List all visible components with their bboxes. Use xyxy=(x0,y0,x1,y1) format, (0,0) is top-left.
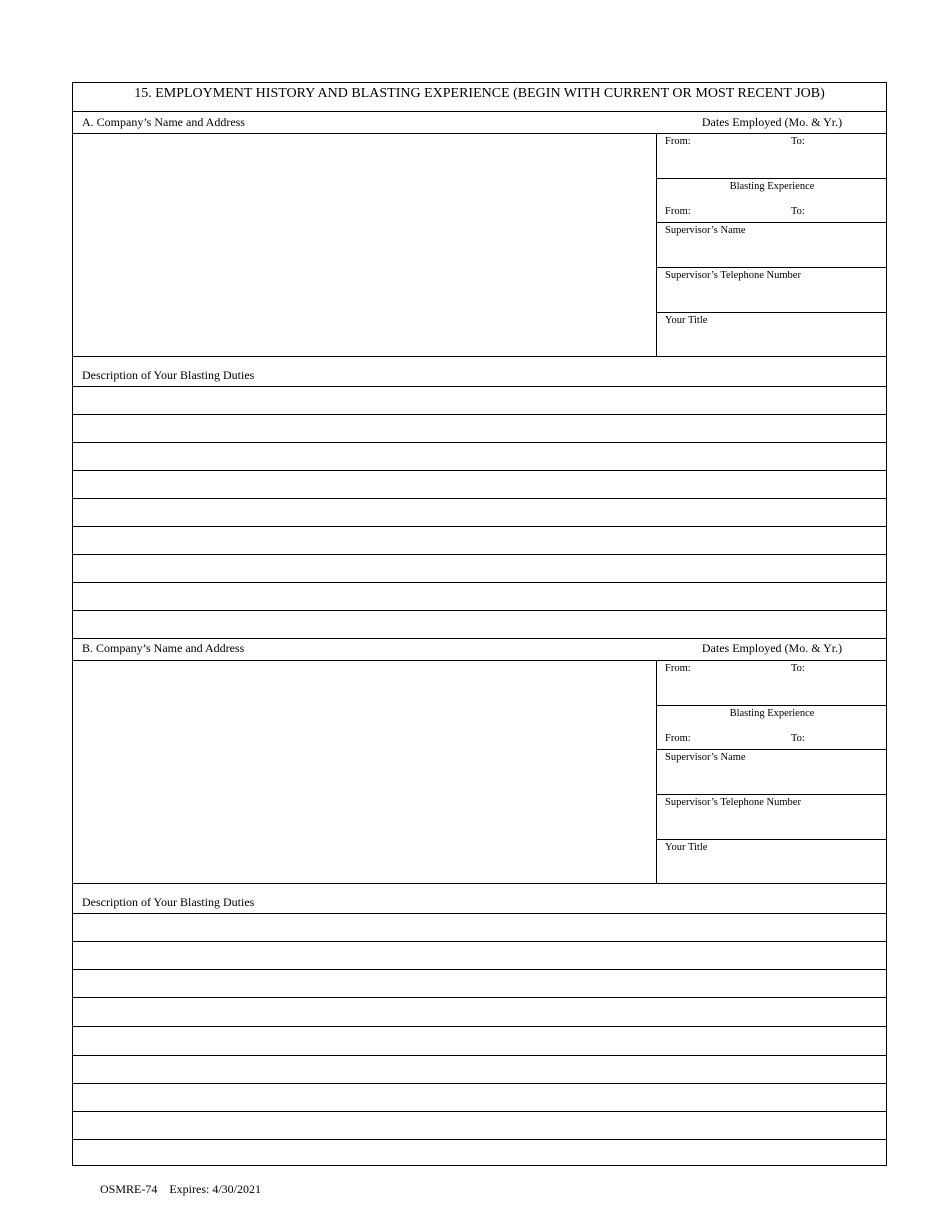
section-a-dates-employed-field[interactable] xyxy=(657,134,888,178)
divider xyxy=(73,111,886,112)
section-b-company-name-address-field[interactable] xyxy=(73,661,656,884)
form-footer xyxy=(100,1181,261,1197)
section-a-description-label: Description of Your Blasting Duties xyxy=(82,368,255,382)
section-b-dates-from-label: From: xyxy=(665,663,691,674)
section-b-description-line-7[interactable] xyxy=(73,1084,886,1111)
section-a-description-line-3[interactable] xyxy=(73,443,886,470)
section-a-company-name-address-field[interactable] xyxy=(73,134,656,357)
section-b-description-label: Description of Your Blasting Duties xyxy=(82,895,255,909)
section-a-description-line-7[interactable] xyxy=(73,555,886,582)
section-a-your-title-label: Your Title xyxy=(665,315,708,326)
section-a-blasting-to-label: To: xyxy=(791,206,805,217)
section-a-your-title-field[interactable] xyxy=(657,313,888,356)
section-b-dates-to-label: To: xyxy=(791,663,805,674)
section-b-supervisor-name-field[interactable] xyxy=(657,750,888,794)
section-b-blasting-experience-label: Blasting Experience xyxy=(729,708,815,719)
divider xyxy=(73,356,886,357)
section-b-dates-employed-field[interactable] xyxy=(657,661,888,705)
section-b-description-line-9[interactable] xyxy=(73,1140,886,1165)
section-a-supervisor-phone-label: Supervisor’s Telephone Number xyxy=(665,270,801,281)
section-a-supervisor-name-field[interactable] xyxy=(657,223,888,267)
section-b-blasting-from-label: From: xyxy=(665,733,691,744)
divider xyxy=(73,883,886,884)
section-a-blasting-from-label: From: xyxy=(665,206,691,217)
section-b-description-line-8[interactable] xyxy=(73,1112,886,1139)
form-title: 15. EMPLOYMENT HISTORY AND BLASTING EXPERIENCE (BEGIN WITH CURRENT OR MOST RECENT JOB) xyxy=(134,86,825,101)
section-b-blasting-to-label: To: xyxy=(791,733,805,744)
section-a-description-line-9[interactable] xyxy=(73,611,886,638)
section-a-description-line-2[interactable] xyxy=(73,415,886,442)
section-a-supervisor-phone-field[interactable] xyxy=(657,268,888,312)
section-a-company-label: A. Company’s Name and Address xyxy=(82,115,245,129)
section-a-dates-from-label: From: xyxy=(665,136,691,147)
employment-history-form xyxy=(72,82,887,1166)
section-b-company-label: B. Company’s Name and Address xyxy=(82,641,245,655)
section-b-description-line-6[interactable] xyxy=(73,1056,886,1083)
section-a-blasting-experience-field[interactable] xyxy=(657,179,888,222)
expiration-date: Expires: 4/30/2021 xyxy=(169,1182,262,1196)
section-b-description-line-2[interactable] xyxy=(73,942,886,969)
section-b-description-line-3[interactable] xyxy=(73,970,886,997)
section-b-blasting-experience-field[interactable] xyxy=(657,706,888,749)
section-a-description-line-5[interactable] xyxy=(73,499,886,526)
section-a-blasting-experience-label: Blasting Experience xyxy=(729,181,815,192)
section-b-description-line-4[interactable] xyxy=(73,998,886,1026)
section-b-supervisor-name-label: Supervisor’s Name xyxy=(665,752,746,763)
section-a-description-line-4[interactable] xyxy=(73,471,886,498)
section-b-description-line-1[interactable] xyxy=(73,914,886,941)
section-a-description-line-1[interactable] xyxy=(73,387,886,414)
section-b-your-title-label: Your Title xyxy=(665,842,708,853)
section-b-your-title-field[interactable] xyxy=(657,840,888,883)
section-b-dates-employed-label: Dates Employed (Mo. & Yr.) xyxy=(701,641,843,655)
section-b-supervisor-phone-field[interactable] xyxy=(657,795,888,839)
section-a-dates-to-label: To: xyxy=(791,136,805,147)
section-a-description-line-8[interactable] xyxy=(73,583,886,610)
section-a-dates-employed-label: Dates Employed (Mo. & Yr.) xyxy=(701,115,843,129)
form-id: OSMRE-74 xyxy=(100,1182,158,1196)
section-b-supervisor-phone-label: Supervisor’s Telephone Number xyxy=(665,797,801,808)
section-a-description-line-6[interactable] xyxy=(73,527,886,554)
section-b-description-line-5[interactable] xyxy=(73,1027,886,1055)
section-a-supervisor-name-label: Supervisor’s Name xyxy=(665,225,746,236)
